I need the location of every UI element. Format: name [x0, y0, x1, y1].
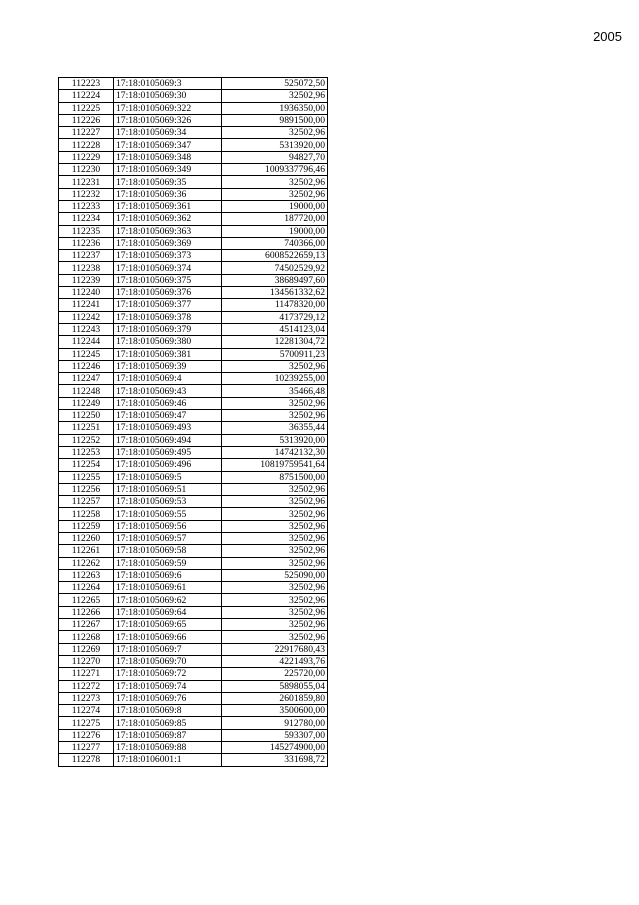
row-number-cell: 112269 [59, 643, 114, 655]
row-number-cell: 112270 [59, 655, 114, 667]
cadastral-value-cell: 134561332,62 [222, 287, 328, 299]
cadastral-value-cell: 32502,96 [222, 188, 328, 200]
cadastral-value-cell: 331698,72 [222, 754, 328, 766]
table-row [59, 176, 328, 188]
cadastral-number-cell: 17:18:0105069:59 [114, 557, 222, 569]
table-row [59, 225, 328, 237]
table-row [59, 643, 328, 655]
cadastral-value-cell: 94827,70 [222, 151, 328, 163]
cadastral-value-cell: 32502,96 [222, 631, 328, 643]
cadastral-number-cell: 17:18:0105069:58 [114, 545, 222, 557]
cadastral-value-cell: 525090,00 [222, 569, 328, 581]
row-number-cell: 112264 [59, 582, 114, 594]
cadastral-value-cell: 32502,96 [222, 483, 328, 495]
table-row [59, 532, 328, 544]
cadastral-number-cell: 17:18:0105069:56 [114, 520, 222, 532]
row-number-cell: 112242 [59, 311, 114, 323]
cadastral-value-cell: 4514123,04 [222, 323, 328, 335]
cadastral-value-cell: 32502,96 [222, 582, 328, 594]
cadastral-number-cell: 17:18:0105069:349 [114, 164, 222, 176]
cadastral-value-cell: 8751500,00 [222, 471, 328, 483]
cadastral-number-cell: 17:18:0105069:57 [114, 532, 222, 544]
cadastral-value-cell: 5313920,00 [222, 139, 328, 151]
cadastral-number-cell: 17:18:0105069:7 [114, 643, 222, 655]
table-row [59, 520, 328, 532]
row-number-cell: 112262 [59, 557, 114, 569]
table-row [59, 188, 328, 200]
cadastral-value-cell: 9891500,00 [222, 114, 328, 126]
cadastral-number-cell: 17:18:0105069:380 [114, 336, 222, 348]
cadastral-number-cell: 17:18:0105069:373 [114, 250, 222, 262]
table-row [59, 360, 328, 372]
cadastral-value-cell: 19000,00 [222, 200, 328, 212]
row-number-cell: 112228 [59, 139, 114, 151]
cadastral-value-cell: 5700911,23 [222, 348, 328, 360]
row-number-cell: 112255 [59, 471, 114, 483]
table-row [59, 557, 328, 569]
cadastral-number-cell: 17:18:0105069:61 [114, 582, 222, 594]
cadastral-value-cell: 32502,96 [222, 496, 328, 508]
table-row [59, 397, 328, 409]
row-number-cell: 112244 [59, 336, 114, 348]
cadastral-number-cell: 17:18:0105069:76 [114, 692, 222, 704]
table-row [59, 729, 328, 741]
row-number-cell: 112246 [59, 360, 114, 372]
table-row [59, 151, 328, 163]
cadastral-value-cell: 32502,96 [222, 532, 328, 544]
table-row [59, 323, 328, 335]
cadastral-value-cell: 1936350,00 [222, 102, 328, 114]
cadastral-value-cell: 10819759541,64 [222, 459, 328, 471]
row-number-cell: 112256 [59, 483, 114, 495]
row-number-cell: 112278 [59, 754, 114, 766]
table-row [59, 114, 328, 126]
table-row [59, 692, 328, 704]
table-row [59, 262, 328, 274]
cadastral-number-cell: 17:18:0105069:375 [114, 274, 222, 286]
row-number-cell: 112265 [59, 594, 114, 606]
row-number-cell: 112241 [59, 299, 114, 311]
page-number: 2005 [593, 29, 622, 44]
cadastral-value-cell: 74502529,92 [222, 262, 328, 274]
cadastral-value-cell: 4221493,76 [222, 655, 328, 667]
row-number-cell: 112267 [59, 619, 114, 631]
cadastral-number-cell: 17:18:0105069:496 [114, 459, 222, 471]
row-number-cell: 112236 [59, 237, 114, 249]
table-row [59, 754, 328, 766]
cadastral-value-cell: 36355,44 [222, 422, 328, 434]
cadastral-number-cell: 17:18:0105069:43 [114, 385, 222, 397]
table-row [59, 496, 328, 508]
cadastral-number-cell: 17:18:0105069:378 [114, 311, 222, 323]
table-row [59, 410, 328, 422]
cadastral-number-cell: 17:18:0105069:72 [114, 668, 222, 680]
cadastral-number-cell: 17:18:0105069:8 [114, 705, 222, 717]
row-number-cell: 112250 [59, 410, 114, 422]
row-number-cell: 112247 [59, 373, 114, 385]
cadastral-number-cell: 17:18:0105069:6 [114, 569, 222, 581]
cadastral-value-cell: 32502,96 [222, 410, 328, 422]
row-number-cell: 112268 [59, 631, 114, 643]
cadastral-value-cell: 3500600,00 [222, 705, 328, 717]
row-number-cell: 112275 [59, 717, 114, 729]
row-number-cell: 112231 [59, 176, 114, 188]
cadastral-value-cell: 32502,96 [222, 606, 328, 618]
cadastral-value-cell: 32502,96 [222, 557, 328, 569]
cadastral-number-cell: 17:18:0105069:30 [114, 90, 222, 102]
row-number-cell: 112258 [59, 508, 114, 520]
cadastral-value-cell: 32502,96 [222, 520, 328, 532]
cadastral-number-cell: 17:18:0105069:74 [114, 680, 222, 692]
cadastral-number-cell: 17:18:0105069:376 [114, 287, 222, 299]
cadastral-number-cell: 17:18:0106001:1 [114, 754, 222, 766]
table-row [59, 668, 328, 680]
cadastral-value-cell: 593307,00 [222, 729, 328, 741]
cadastral-number-cell: 17:18:0105069:379 [114, 323, 222, 335]
row-number-cell: 112271 [59, 668, 114, 680]
table-row [59, 385, 328, 397]
row-number-cell: 112224 [59, 90, 114, 102]
cadastral-value-cell: 32502,96 [222, 545, 328, 557]
table-body [59, 78, 328, 767]
row-number-cell: 112248 [59, 385, 114, 397]
row-number-cell: 112229 [59, 151, 114, 163]
table-row [59, 102, 328, 114]
row-number-cell: 112223 [59, 78, 114, 90]
cadastral-number-cell: 17:18:0105069:361 [114, 200, 222, 212]
cadastral-number-cell: 17:18:0105069:363 [114, 225, 222, 237]
cadastral-number-cell: 17:18:0105069:377 [114, 299, 222, 311]
cadastral-value-cell: 145274900,00 [222, 742, 328, 754]
table-row [59, 373, 328, 385]
row-number-cell: 112234 [59, 213, 114, 225]
cadastral-number-cell: 17:18:0105069:381 [114, 348, 222, 360]
cadastral-value-cell: 32502,96 [222, 594, 328, 606]
cadastral-number-cell: 17:18:0105069:35 [114, 176, 222, 188]
row-number-cell: 112239 [59, 274, 114, 286]
table-row [59, 446, 328, 458]
cadastral-number-cell: 17:18:0105069:369 [114, 237, 222, 249]
cadastral-number-cell: 17:18:0105069:493 [114, 422, 222, 434]
row-number-cell: 112266 [59, 606, 114, 618]
row-number-cell: 112240 [59, 287, 114, 299]
cadastral-number-cell: 17:18:0105069:47 [114, 410, 222, 422]
cadastral-number-cell: 17:18:0105069:62 [114, 594, 222, 606]
cadastral-value-cell: 11478320,00 [222, 299, 328, 311]
cadastral-number-cell: 17:18:0105069:70 [114, 655, 222, 667]
cadastral-value-cell: 32502,96 [222, 397, 328, 409]
table-row [59, 606, 328, 618]
cadastral-number-cell: 17:18:0105069:322 [114, 102, 222, 114]
table-row [59, 336, 328, 348]
cadastral-number-cell: 17:18:0105069:64 [114, 606, 222, 618]
cadastral-value-cell: 6008522659,13 [222, 250, 328, 262]
row-number-cell: 112277 [59, 742, 114, 754]
cadastral-value-cell: 4173729,12 [222, 311, 328, 323]
cadastral-value-cell: 2601859,80 [222, 692, 328, 704]
cadastral-value-cell: 32502,96 [222, 619, 328, 631]
cadastral-number-cell: 17:18:0105069:495 [114, 446, 222, 458]
cadastral-value-cell: 740366,00 [222, 237, 328, 249]
row-number-cell: 112232 [59, 188, 114, 200]
row-number-cell: 112276 [59, 729, 114, 741]
table-row [59, 434, 328, 446]
table-row [59, 90, 328, 102]
table-row [59, 459, 328, 471]
cadastral-value-cell: 12281304,72 [222, 336, 328, 348]
cadastral-value-cell: 32502,96 [222, 127, 328, 139]
table-row [59, 483, 328, 495]
row-number-cell: 112263 [59, 569, 114, 581]
cadastral-value-cell: 525072,50 [222, 78, 328, 90]
cadastral-value-cell: 32502,96 [222, 90, 328, 102]
cadastral-number-cell: 17:18:0105069:3 [114, 78, 222, 90]
cadastral-number-cell: 17:18:0105069:53 [114, 496, 222, 508]
table-row [59, 631, 328, 643]
cadastral-value-cell: 32502,96 [222, 176, 328, 188]
cadastral-number-cell: 17:18:0105069:55 [114, 508, 222, 520]
row-number-cell: 112235 [59, 225, 114, 237]
row-number-cell: 112233 [59, 200, 114, 212]
cadastral-number-cell: 17:18:0105069:362 [114, 213, 222, 225]
table-row [59, 619, 328, 631]
table-row [59, 311, 328, 323]
table-row [59, 471, 328, 483]
cadastral-number-cell: 17:18:0105069:5 [114, 471, 222, 483]
table-row [59, 705, 328, 717]
cadastral-value-cell: 10239255,00 [222, 373, 328, 385]
table-row [59, 200, 328, 212]
table-row [59, 717, 328, 729]
cadastral-number-cell: 17:18:0105069:34 [114, 127, 222, 139]
cadastral-number-cell: 17:18:0105069:87 [114, 729, 222, 741]
table-row [59, 213, 328, 225]
table-row [59, 274, 328, 286]
table-row [59, 139, 328, 151]
row-number-cell: 112225 [59, 102, 114, 114]
row-number-cell: 112243 [59, 323, 114, 335]
cadastral-value-cell: 35466,48 [222, 385, 328, 397]
cadastral-value-cell: 19000,00 [222, 225, 328, 237]
cadastral-number-cell: 17:18:0105069:51 [114, 483, 222, 495]
cadastral-value-cell: 187720,00 [222, 213, 328, 225]
row-number-cell: 112260 [59, 532, 114, 544]
cadastral-number-cell: 17:18:0105069:4 [114, 373, 222, 385]
cadastral-value-cell: 5898055,04 [222, 680, 328, 692]
cadastral-number-cell: 17:18:0105069:39 [114, 360, 222, 372]
table-row [59, 127, 328, 139]
row-number-cell: 112253 [59, 446, 114, 458]
cadastral-number-cell: 17:18:0105069:85 [114, 717, 222, 729]
row-number-cell: 112272 [59, 680, 114, 692]
row-number-cell: 112227 [59, 127, 114, 139]
table-row [59, 422, 328, 434]
cadastral-number-cell: 17:18:0105069:88 [114, 742, 222, 754]
table-row [59, 250, 328, 262]
cadastral-value-cell: 912780,00 [222, 717, 328, 729]
cadastral-number-cell: 17:18:0105069:66 [114, 631, 222, 643]
table-row [59, 508, 328, 520]
table-row [59, 237, 328, 249]
table-row [59, 655, 328, 667]
table-row [59, 287, 328, 299]
table-row [59, 594, 328, 606]
row-number-cell: 112259 [59, 520, 114, 532]
row-number-cell: 112238 [59, 262, 114, 274]
cadastral-value-table [58, 77, 328, 767]
table-row [59, 569, 328, 581]
cadastral-value-cell: 22917680,43 [222, 643, 328, 655]
row-number-cell: 112226 [59, 114, 114, 126]
cadastral-number-cell: 17:18:0105069:348 [114, 151, 222, 163]
row-number-cell: 112274 [59, 705, 114, 717]
row-number-cell: 112261 [59, 545, 114, 557]
cadastral-value-cell: 5313920,00 [222, 434, 328, 446]
cadastral-number-cell: 17:18:0105069:36 [114, 188, 222, 200]
row-number-cell: 112254 [59, 459, 114, 471]
cadastral-value-cell: 32502,96 [222, 360, 328, 372]
table-row [59, 299, 328, 311]
cadastral-number-cell: 17:18:0105069:326 [114, 114, 222, 126]
cadastral-number-cell: 17:18:0105069:494 [114, 434, 222, 446]
table-row [59, 582, 328, 594]
row-number-cell: 112252 [59, 434, 114, 446]
table-row [59, 164, 328, 176]
row-number-cell: 112230 [59, 164, 114, 176]
table-row [59, 680, 328, 692]
row-number-cell: 112273 [59, 692, 114, 704]
row-number-cell: 112249 [59, 397, 114, 409]
cadastral-value-cell: 14742132,30 [222, 446, 328, 458]
table-row [59, 545, 328, 557]
cadastral-value-cell: 32502,96 [222, 508, 328, 520]
row-number-cell: 112245 [59, 348, 114, 360]
cadastral-number-cell: 17:18:0105069:347 [114, 139, 222, 151]
row-number-cell: 112237 [59, 250, 114, 262]
cadastral-value-cell: 38689497,60 [222, 274, 328, 286]
cadastral-number-cell: 17:18:0105069:46 [114, 397, 222, 409]
table-row [59, 742, 328, 754]
cadastral-value-cell: 225720,00 [222, 668, 328, 680]
cadastral-number-cell: 17:18:0105069:374 [114, 262, 222, 274]
table-row [59, 78, 328, 90]
row-number-cell: 112251 [59, 422, 114, 434]
table-row [59, 348, 328, 360]
cadastral-value-cell: 1009337796,46 [222, 164, 328, 176]
row-number-cell: 112257 [59, 496, 114, 508]
cadastral-number-cell: 17:18:0105069:65 [114, 619, 222, 631]
